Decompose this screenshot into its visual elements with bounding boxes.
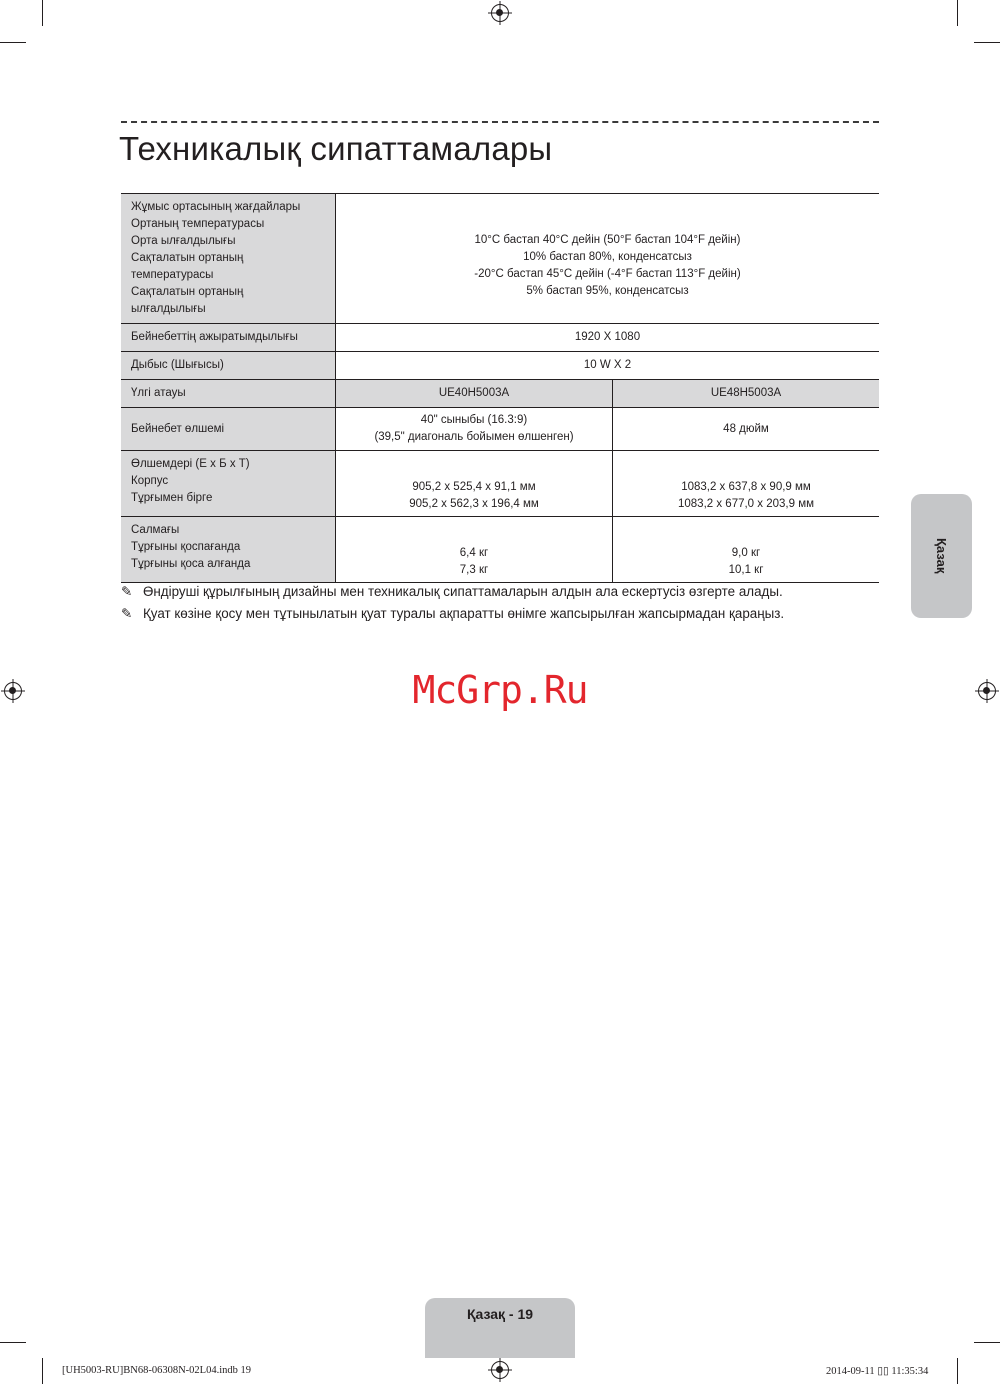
footer-timestamp: 2014-09-11 ▯▯ 11:35:34 [826, 1366, 929, 1377]
env-label: Сақталатын ортаның [131, 252, 244, 264]
crop-mark-br-v [957, 1358, 958, 1384]
weight-label-cell [121, 517, 336, 583]
env-label: Сақталатын ортаның [131, 286, 244, 298]
page-title: Техникалық сипаттамалары [119, 130, 553, 167]
title-rule [121, 121, 879, 123]
notes [121, 581, 891, 625]
weight-col1 [336, 517, 613, 583]
env-label: Жұмыс ортасының жағдайлары [131, 201, 301, 213]
dimensions-value: 1083,2 x 677,0 x 203,9 мм [677, 498, 815, 510]
table-row [121, 194, 879, 324]
model-col1: UE40H5003A [336, 380, 613, 408]
page-number-tab [425, 1298, 575, 1358]
note-text: Қуат көзіне қосу мен тұтынылатын қуат туралы ақпаратты өнімге жапсырылған жапсырмадан қараңыз. [143, 606, 785, 621]
sound-value: 10 W X 2 [336, 352, 880, 380]
crop-mark-br-h [974, 1342, 1000, 1343]
watermark: McGrp.Ru [412, 668, 588, 712]
table-row [121, 451, 879, 517]
crop-mark-tl-h [0, 42, 26, 43]
screen-size-label: Бейнебет өлшемі [121, 408, 336, 451]
screen-size-value: 40" сыныбы (16.3:9) [420, 414, 528, 426]
crop-mark-bl-v [42, 1358, 43, 1384]
env-label: ылғалдылығы [131, 303, 206, 315]
weight-label: Тұрғыны қоса алғанда [131, 558, 251, 570]
note-text: Өндіруші құрылғының дизайны мен техникалық сипаттамаларын алдын ала ескертусіз өзгерте алады. [143, 584, 783, 599]
env-value: 5% бастап 95%, конденсатсыз [526, 285, 689, 297]
dimensions-label-cell [121, 451, 336, 517]
dimensions-label: Тұрғымен бірге [131, 492, 213, 504]
env-value: -20°C бастап 45°C дейін (-4°F бастап 113°F дейін) [474, 268, 741, 280]
crop-mark-bl-h [0, 1342, 26, 1343]
env-value-cell [336, 194, 880, 324]
weight-col2 [613, 517, 880, 583]
env-label: температурасы [131, 269, 214, 281]
resolution-label: Бейнебеттің ажыратымдылығы [121, 324, 336, 352]
dimensions-label: Өлшемдері (Е x Б x Т) [131, 458, 250, 470]
screen-size-value: (39,5" диагональ бойымен өлшенген) [374, 431, 574, 443]
env-label: Орта ылғалдылығы [131, 235, 236, 247]
note-item [121, 581, 891, 603]
table-row [121, 324, 879, 352]
sound-label: Дыбыс (Шығысы) [121, 352, 336, 380]
dimensions-value: 905,2 x 525,4 x 91,1 мм [412, 481, 536, 493]
dimensions-value: 1083,2 x 637,8 x 90,9 мм [681, 481, 811, 493]
weight-value: 10,1 кг [728, 564, 764, 576]
note-item [121, 603, 891, 625]
crop-mark-tr-h [974, 42, 1000, 43]
env-label-cell [121, 194, 336, 324]
weight-value: 9,0 кг [731, 547, 761, 559]
dimensions-col1 [336, 451, 613, 517]
language-side-tab-label: Қазақ [934, 538, 949, 574]
table-row [121, 408, 879, 451]
weight-value: 6,4 кг [459, 547, 489, 559]
env-value: 10°C бастап 40°C дейін (50°F бастап 104°F дейін) [474, 234, 741, 246]
table-row [121, 517, 879, 583]
table-row [121, 352, 879, 380]
screen-size-col1 [336, 408, 613, 451]
weight-value: 7,3 кг [459, 564, 489, 576]
crop-mark-tr-v [957, 0, 958, 26]
env-value: 10% бастап 80%, конденсатсыз [523, 251, 692, 263]
table-row [121, 380, 879, 408]
screen-size-col2: 48 дюйм [613, 408, 880, 451]
crop-mark-tl-v [42, 0, 43, 26]
pencil-note-icon: ✎ [121, 606, 133, 621]
weight-label: Тұрғыны қоспағанда [131, 541, 241, 553]
footer-file-info: [UH5003-RU]BN68-06308N-02L04.indb 19 [62, 1365, 251, 1376]
weight-label: Салмағы [131, 524, 180, 536]
dimensions-col2 [613, 451, 880, 517]
env-label: Ортаның температурасы [131, 218, 265, 230]
registration-mark-icon [491, 4, 509, 22]
spec-table [121, 193, 879, 583]
dimensions-value: 905,2 x 562,3 x 196,4 мм [409, 498, 539, 510]
pencil-note-icon: ✎ [121, 584, 133, 599]
model-col2: UE48H5003A [613, 380, 880, 408]
registration-mark-icon [491, 1361, 509, 1379]
model-label: Үлгі атауы [121, 380, 336, 408]
resolution-value: 1920 X 1080 [336, 324, 880, 352]
page-number-label: Қазақ - 19 [466, 1306, 534, 1322]
language-side-tab [911, 494, 972, 618]
dimensions-label: Корпус [131, 475, 169, 487]
